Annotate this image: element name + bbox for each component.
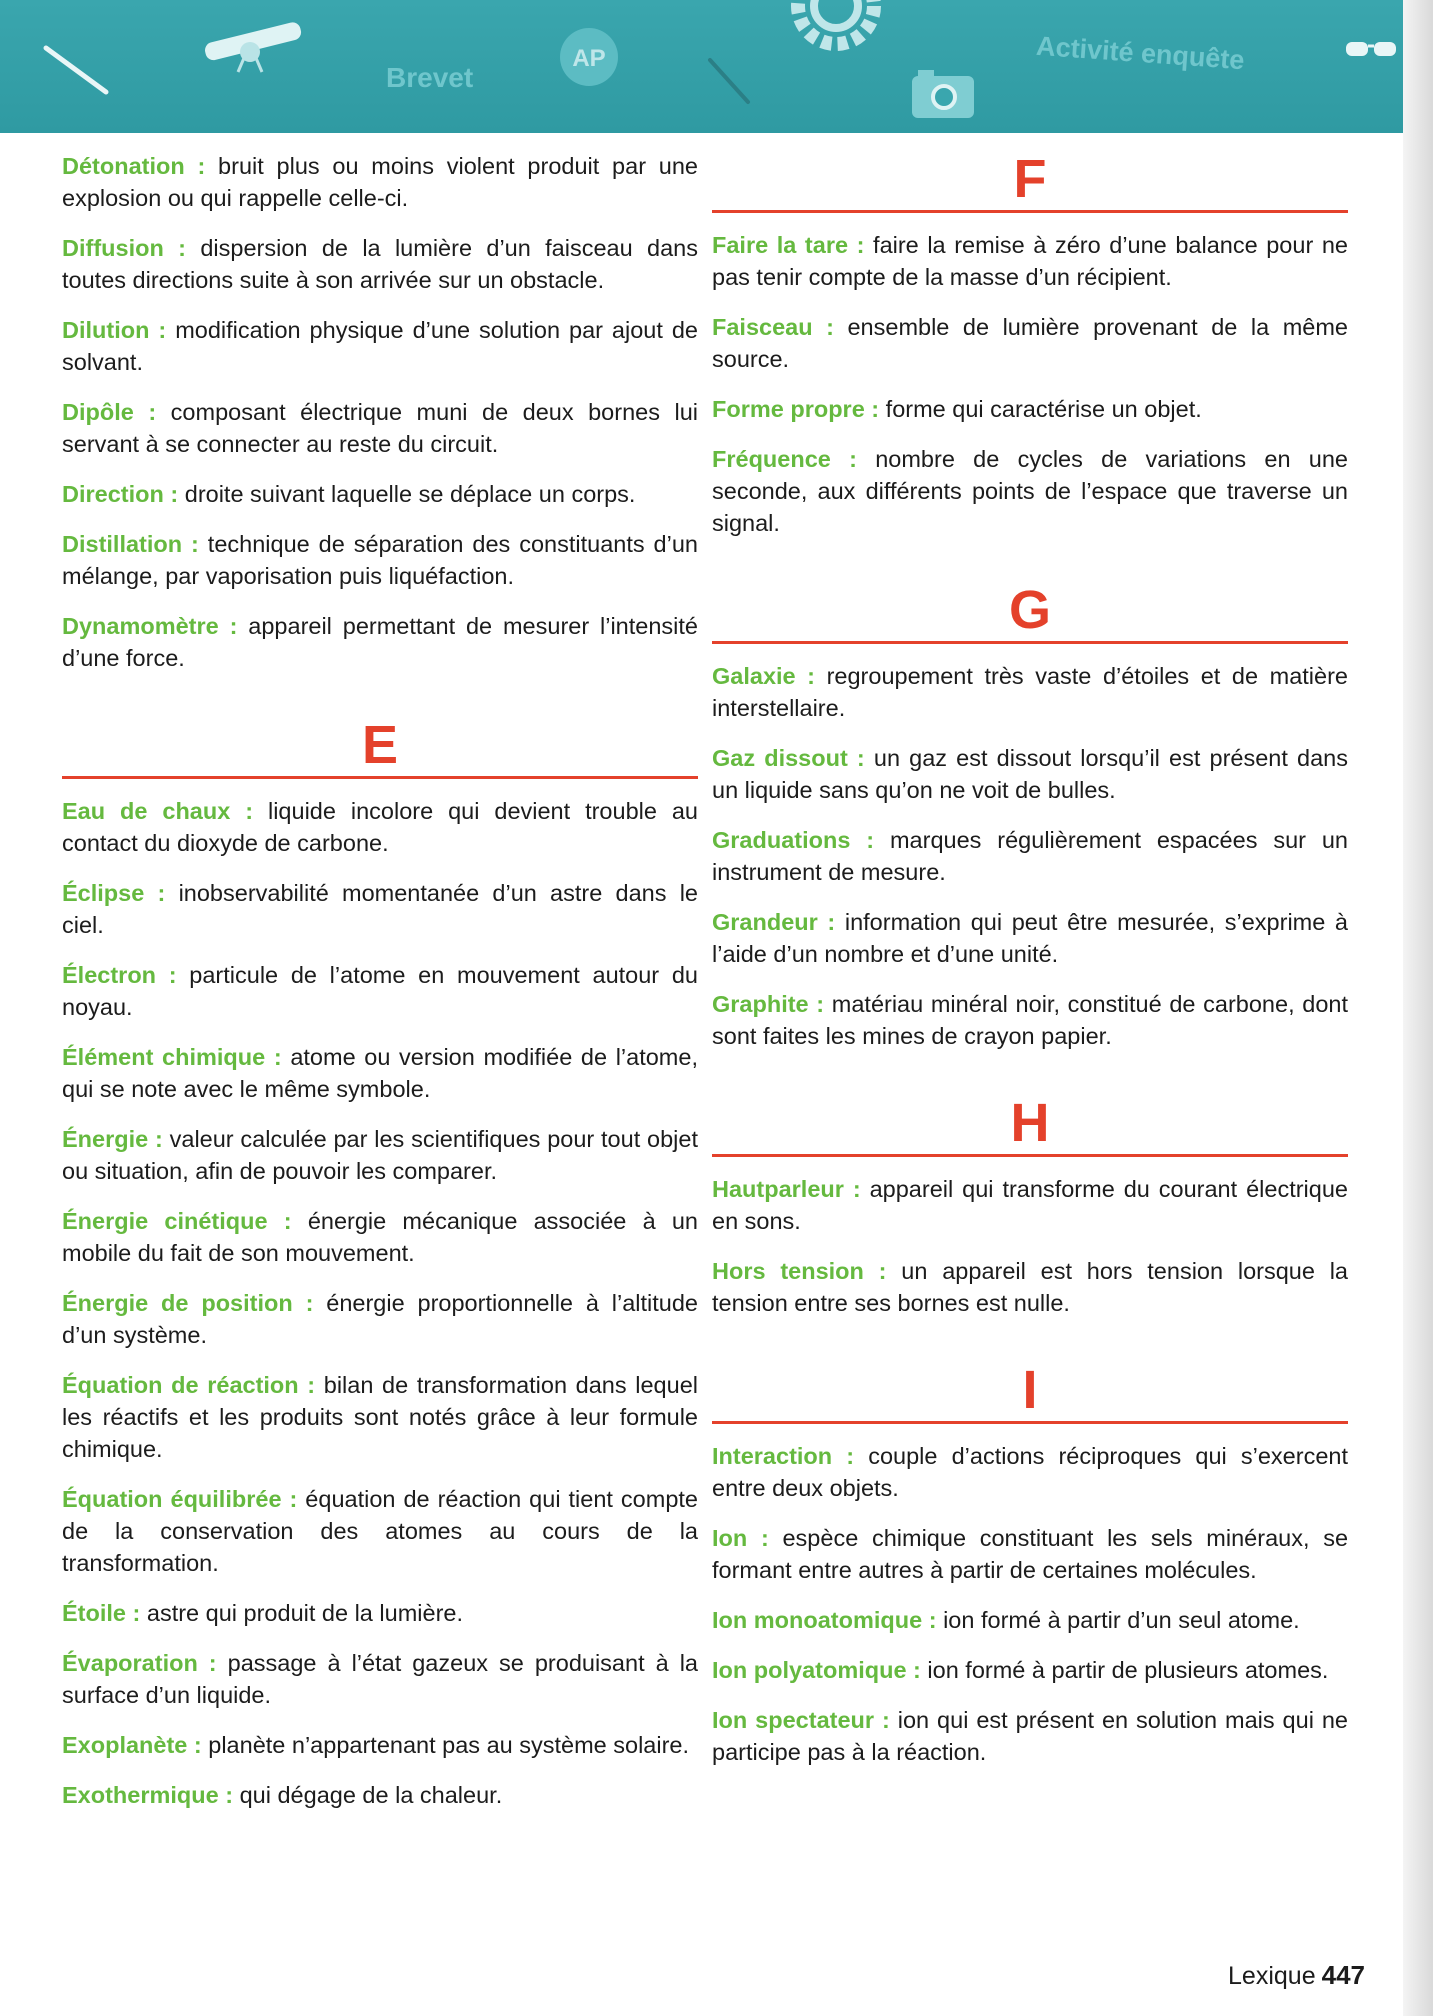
left-column [62, 150, 698, 1829]
ap-badge-icon [556, 24, 622, 90]
glossary-term: Ion : [712, 1525, 769, 1551]
glossary-entry [712, 1654, 1348, 1686]
glossary-term: Étoile : [62, 1600, 141, 1626]
glossary-term: Énergie cinétique : [62, 1208, 292, 1234]
section-divider [62, 776, 698, 779]
glossary-definition: information qui peut être mesurée, s’exprime à l’aide d’un nombre et d’une unité. [712, 909, 1349, 967]
right-column [712, 150, 1348, 1786]
glossary-entry [712, 1255, 1348, 1319]
glossary-entry [62, 1287, 698, 1351]
glossary-entry [62, 1647, 698, 1711]
glossary-term: Interaction : [712, 1443, 855, 1469]
glossary-term: Électron : [62, 962, 177, 988]
glossary-entry [62, 478, 698, 510]
glossary-definition: passage à l’état gazeux se produisant à la surface d’un liquide. [62, 1650, 698, 1708]
glossary-definition: planète n’appartenant pas au système solaire. [201, 1732, 690, 1758]
glossary-term: Gaz dissout : [712, 745, 865, 771]
glossary-term: Élément chimique : [62, 1044, 282, 1070]
gear-icon [776, 0, 896, 60]
glossary-term: Exoplanète : [62, 1732, 202, 1758]
glossary-definition: ion formé à partir d’un seul atome. [936, 1607, 1300, 1633]
section-letter: I [1022, 1360, 1038, 1420]
glossary-entry [712, 742, 1348, 806]
glossary-entry [62, 877, 698, 941]
glossary-term: Dilution : [62, 317, 167, 343]
letter-section-g [712, 581, 1348, 644]
glossary-term: Détonation : [62, 153, 206, 179]
glossary-term: Ion monoatomique : [712, 1607, 937, 1633]
glossary-definition: ensemble de lumière provenant de la même source. [712, 314, 1348, 372]
glossary-definition: atome ou version modifiée de l’atome, qui se note avec le même symbole. [62, 1044, 698, 1102]
glossary-entry [62, 1041, 698, 1105]
glossary-entry [62, 1729, 698, 1761]
glossary-term: Hautparleur : [712, 1176, 861, 1202]
glossary-definition: astre qui produit de la lumière. [140, 1600, 463, 1626]
glossary-definition: un appareil est hors tension lorsque la tension entre ses bornes est nulle. [712, 1258, 1349, 1316]
glossary-entry [62, 1779, 698, 1811]
glossary-term: Ion spectateur : [712, 1707, 890, 1733]
glossary-entry [712, 660, 1348, 724]
glossary-term: Dynamomètre : [62, 613, 238, 639]
glossary-term: Faisceau : [712, 314, 834, 340]
glossary-entry [712, 1604, 1348, 1636]
glossary-term: Graphite : [712, 991, 825, 1017]
glossary-definition: composant électrique muni de deux bornes lui servant à se connecter au reste du circuit. [62, 399, 698, 457]
glossary-term: Énergie : [62, 1126, 163, 1152]
glossary-definition: ion formé à partir de plusieurs atomes. [920, 1657, 1329, 1683]
section-divider [712, 1154, 1348, 1157]
header-label-brevet: Brevet [386, 62, 474, 93]
glasses-icon [1344, 36, 1400, 60]
glossary-entry [62, 1123, 698, 1187]
glossary-entry [62, 150, 698, 214]
header-label-activite: Activité enquête [1035, 30, 1246, 76]
page-footer [1228, 1960, 1365, 1991]
ap-badge-text: AP [572, 45, 606, 72]
glossary-entry [712, 1440, 1348, 1504]
glossary-definition: équation de réaction qui tient compte de la conservation des atomes au cours de la transformation. [62, 1486, 698, 1576]
glossary-term: Distillation : [62, 531, 199, 557]
glossary-entry [712, 1173, 1348, 1237]
section-letter: F [1013, 149, 1047, 209]
glossary-term: Énergie de position : [62, 1290, 314, 1316]
section-letter: G [1008, 580, 1051, 640]
pencil-icon [40, 40, 120, 100]
glossary-definition: modification physique d’une solution par ajout de solvant. [62, 317, 698, 375]
glossary-definition: matériau minéral noir, constitué de carbone, dont sont faites les mines de crayon papier. [712, 991, 1348, 1049]
glossary-definition: bruit plus ou moins violent produit par une explosion ou qui rappelle celle-ci. [62, 153, 698, 211]
glossary-entry [62, 232, 698, 296]
glossary-definition: faire la remise à zéro d’une balance pour ne pas tenir compte de la masse d’un récipient. [712, 232, 1348, 290]
letter-section-h [712, 1094, 1348, 1157]
glossary-entry [712, 1704, 1348, 1768]
glossary-definition: couple d’actions réciproques qui s’exercent entre deux objets. [712, 1443, 1348, 1501]
glossary-definition: ion qui est présent en solution mais qui ne participe pas à la réaction. [712, 1707, 1348, 1765]
camera-icon [908, 66, 978, 122]
glossary-definition: marques régulièrement espacées sur un instrument de mesure. [712, 827, 1348, 885]
glossary-entry [712, 229, 1348, 293]
glossary-entry [712, 311, 1348, 375]
glossary-entry [62, 1205, 698, 1269]
letter-section-i [712, 1361, 1348, 1424]
glossary-term: Galaxie : [712, 663, 816, 689]
glossary-term: Évaporation : [62, 1650, 217, 1676]
glossary-term: Exothermique : [62, 1782, 234, 1808]
section-divider [712, 210, 1348, 213]
glossary-term: Hors tension : [712, 1258, 887, 1284]
letter-section-e [62, 716, 698, 779]
glossary-definition: énergie mécanique associée à un mobile du fait de son mouvement. [62, 1208, 698, 1266]
glossary-definition: dispersion de la lumière d’un faisceau dans toutes directions suite à son arrivée sur un obstacle. [62, 235, 699, 293]
glossary-definition: forme qui caractérise un objet. [879, 396, 1202, 422]
section-letter: H [1010, 1093, 1050, 1153]
glossary-definition: inobservabilité momentanée d’un astre dans le ciel. [62, 880, 698, 938]
glossary-term: Dipôle : [62, 399, 157, 425]
glossary-entry [712, 988, 1348, 1052]
glossary-term: Eau de chaux : [62, 798, 254, 824]
glossary-term: Direction : [62, 481, 179, 507]
glossary-entry [62, 528, 698, 592]
section-letter: E [361, 715, 399, 775]
glossary-entry [712, 906, 1348, 970]
footer-section: Lexique [1228, 1962, 1316, 1990]
glossary-definition: nombre de cycles de variations en une seconde, aux différents points de l’espace que traverse un signal. [712, 446, 1348, 536]
glossary-term: Éclipse : [62, 880, 166, 906]
glossary-definition: qui dégage de la chaleur. [233, 1782, 503, 1808]
glossary-entry [62, 610, 698, 674]
glossary-term: Forme propre : [712, 396, 880, 422]
header-banner [0, 0, 1403, 133]
glossary-entry [62, 1369, 698, 1465]
glossary-definition: énergie proportionnelle à l’altitude d’un système. [62, 1290, 698, 1348]
page-number: 447 [1321, 1960, 1365, 1990]
glossary-entry [712, 443, 1348, 539]
pen-icon [706, 56, 756, 106]
glossary-definition: particule de l’atome en mouvement autour du noyau. [62, 962, 698, 1020]
section-divider [712, 1421, 1348, 1424]
glossary-term: Équation équilibrée : [62, 1486, 298, 1512]
glossary-entry [62, 396, 698, 460]
glossary-definition: technique de séparation des constituants d’un mélange, par vaporisation puis liquéfaction. [62, 531, 698, 589]
glossary-term: Fréquence : [712, 446, 857, 472]
glossary-term: Ion polyatomique : [712, 1657, 921, 1683]
glossary-entry [712, 393, 1348, 425]
glossary-entry [62, 1597, 698, 1629]
glossary-definition: liquide incolore qui devient trouble au contact du dioxyde de carbone. [62, 798, 699, 856]
glossary-definition: valeur calculée par les scientifiques pour tout objet ou situation, afin de pouvoir les comparer. [62, 1126, 698, 1184]
glossary-definition: un gaz est dissout lorsqu’il est présent dans un liquide sans qu’on ne voit de bulles. [712, 745, 1348, 803]
glossary-term: Graduations : [712, 827, 875, 853]
glossary-definition: appareil permettant de mesurer l’intensité d’une force. [62, 613, 698, 671]
glossary-term: Faire la tare : [712, 232, 865, 258]
glossary-definition: appareil qui transforme du courant électrique en sons. [712, 1176, 1348, 1234]
glossary-entry [62, 795, 698, 859]
glossary-entry [712, 824, 1348, 888]
glossary-entry [712, 1522, 1348, 1586]
glossary-definition: regroupement très vaste d’étoiles et de matière interstellaire. [712, 663, 1348, 721]
glossary-entry [62, 959, 698, 1023]
glossary-entry [62, 314, 698, 378]
diploma-icon [198, 18, 310, 74]
page-edge [1403, 0, 1433, 2016]
letter-section-f [712, 150, 1348, 213]
glossary-definition: espèce chimique constituant les sels minéraux, se formant entre autres à partir de certaines molécules. [712, 1525, 1349, 1583]
glossary-term: Grandeur : [712, 909, 836, 935]
glossary-term: Diffusion : [62, 235, 186, 261]
glossary-definition: bilan de transformation dans lequel les réactifs et les produits sont notés grâce à leur formule chimique. [62, 1372, 698, 1462]
glossary-entry [62, 1483, 698, 1579]
glossary-definition: droite suivant laquelle se déplace un corps. [178, 481, 636, 507]
glossary-term: Équation de réaction : [62, 1372, 316, 1398]
section-divider [712, 641, 1348, 644]
